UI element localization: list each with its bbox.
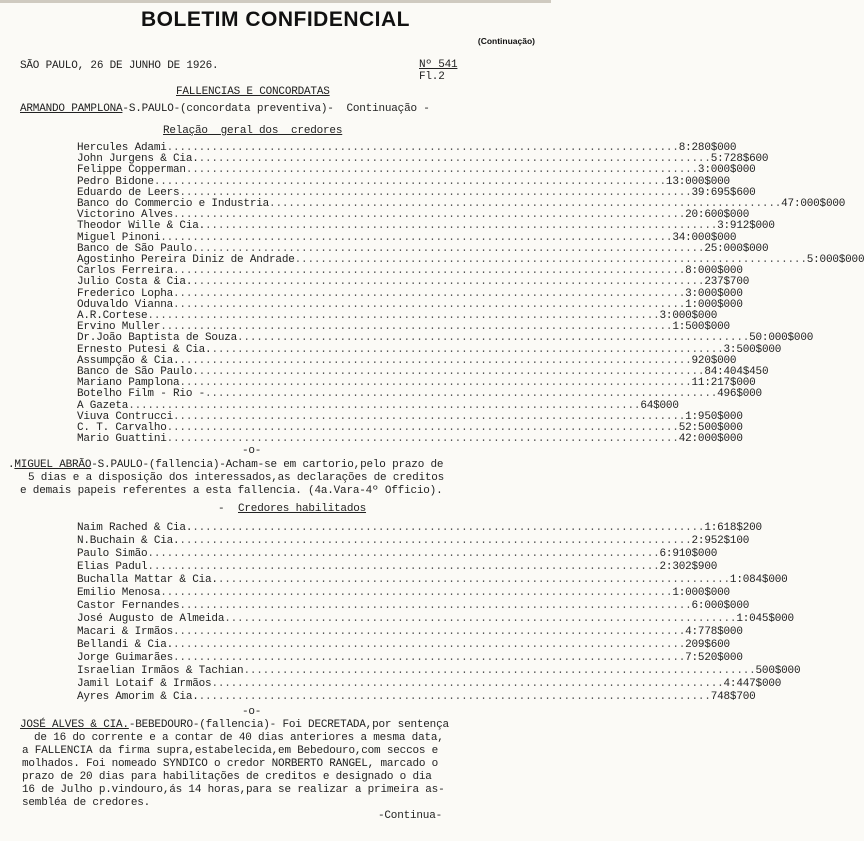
case1-list-title: Relação geral dos credores (163, 125, 343, 137)
creditor-amount: 1:618$200 (704, 522, 762, 534)
leader-dots: ................................................................................ (160, 231, 673, 244)
creditor-name: Viuva Contrucci (77, 410, 174, 423)
case3-line-2: de 16 do corrente e a contar de 40 dias anteriores a mesma data, (34, 732, 444, 744)
case2-line-2: 5 dias e a disposição dos interessados,as declarações de creditos (28, 472, 445, 484)
creditor-name: Macari & Irmãos (77, 626, 174, 638)
creditor-name: Paulo Simão (77, 548, 148, 560)
leader-dots: ................................................................................ (179, 600, 692, 612)
dateline: SÃO PAULO, 26 DE JUNHO DE 1926. (20, 60, 219, 72)
creditor-row (77, 587, 730, 600)
leader-dots: ................................................................................ (166, 422, 679, 434)
creditor-amount: 5:000$000 (806, 254, 864, 266)
leader-dots: ................................................................................ (173, 639, 686, 651)
creditor-amount: 496$000 (717, 388, 762, 401)
creditor-amount: 1:084$000 (729, 574, 788, 586)
creditor-name: Castor Fernandes (77, 600, 180, 612)
case3-company: JOSÉ ALVES & CIA. (20, 719, 129, 731)
creditor-amount: 2:302$900 (659, 561, 718, 573)
creditor-amount: 3:000$000 (697, 164, 756, 177)
creditor-name: Eduardo de Leers (77, 186, 180, 199)
creditor-amount: 4:778$000 (685, 626, 743, 638)
creditor-row (77, 600, 750, 613)
creditor-name: Elias Padul (77, 561, 148, 573)
creditor-name: Banco de São Paulo (77, 366, 193, 378)
creditor-amount: 42:000$000 (678, 433, 743, 446)
leader-dots: ................................................................................ (173, 410, 686, 423)
creditor-row (77, 626, 743, 639)
creditor-name: Felippe Copperman (77, 164, 186, 177)
leader-dots: ................................................................................ (205, 388, 718, 401)
creditor-name: José Augusto de Almeida (77, 613, 225, 625)
leader-dots: ................................................................................ (179, 186, 692, 199)
leader-dots: ................................................................................ (192, 242, 705, 255)
bulletin-number: Nº 541 (419, 59, 458, 71)
creditor-amount: 50:000$000 (749, 332, 814, 345)
creditor-name: Ervino Muller (77, 321, 161, 334)
leader-dots: ................................................................................ (269, 198, 782, 210)
continua-label: -Continua- (378, 810, 443, 822)
creditor-name: Miguel Pinoni (77, 231, 161, 244)
case2-line-3: e demais papeis referentes a esta fallencia. (4a.Vara-4º Officio). (20, 485, 443, 497)
creditor-name: Mario Guattini (77, 433, 167, 446)
creditor-amount: 209$600 (685, 639, 730, 651)
leader-dots: ................................................................................ (173, 652, 686, 664)
creditor-name: Jorge Guimarães (77, 652, 174, 664)
leader-dots: ................................................................................ (185, 164, 698, 177)
creditor-name: Agostinho Pereira Diniz de Andrade (77, 254, 295, 266)
creditor-amount: 11:217$000 (691, 377, 756, 390)
creditor-name: Mariano Pamplona (77, 377, 180, 390)
creditor-row (77, 665, 801, 678)
case2-list-title: Credores habilitados (238, 503, 367, 515)
creditor-name: Dr.João Baptista de Souza (77, 332, 238, 345)
creditor-name: N.Buchain & Cia. (77, 535, 180, 547)
creditor-amount: 3:500$000 (723, 343, 782, 356)
leader-dots: ................................................................................ (198, 691, 711, 703)
creditor-name: Oduvaldo Vianna (77, 298, 174, 311)
creditor-amount: 920$000 (691, 354, 737, 367)
leader-dots: ................................................................................ (237, 332, 750, 345)
leader-dots: ................................................................................ (147, 310, 660, 322)
creditor-name: Bellandi & Cia. (77, 639, 174, 651)
creditor-name: Frederico Lopha (77, 287, 174, 300)
creditor-row (77, 639, 730, 652)
creditor-name: Banco de São Paulo (77, 242, 193, 255)
creditor-name: Botelho Film - Rio - (77, 388, 206, 401)
creditor-row (77, 522, 762, 535)
leader-dots: ................................................................................ (192, 366, 705, 378)
creditor-name: Emilio Menosa (77, 587, 161, 599)
leader-dots: ................................................................................ (211, 678, 724, 690)
leader-dots: ................................................................................ (173, 287, 686, 300)
creditor-name: Victorino Alves (77, 209, 174, 222)
creditor-name: Ernesto Putesi & Cia. (77, 343, 212, 356)
creditor-amount: 6:910$000 (659, 548, 718, 560)
case3-line-5: prazo de 20 dias para habilitações de creditos e designado o dia (22, 771, 432, 783)
leader-dots: ................................................................................ (173, 298, 686, 311)
case1-heading-rest: -S.PAULO-(concordata preventiva)- Continuação - (122, 103, 430, 115)
leader-dots: ................................................................................ (160, 321, 673, 334)
creditor-name: John Jurgens & Cia. (77, 153, 199, 166)
leader-dots: ................................................................................ (211, 343, 724, 356)
creditor-name: Naim Rached & Cia. (77, 522, 193, 534)
leader-dots: ................................................................................ (153, 175, 666, 188)
creditor-amount: 6:000$000 (691, 600, 750, 612)
leader-dots: ................................................................................ (166, 142, 679, 154)
creditor-amount: 1:000$000 (685, 298, 743, 311)
leader-dots: ................................................................................ (224, 613, 737, 625)
creditor-name: Buchalla Mattar & Cia. (77, 574, 218, 586)
case2-separator: -o- (242, 706, 262, 718)
case3-line1-rest: -BEBEDOURO-(fallencia)- Foi DECRETADA,por sentença (128, 719, 449, 731)
creditor-amount: 3:000$000 (685, 287, 743, 300)
creditor-name: Julio Costa & Cia. (77, 276, 193, 289)
leader-dots: ................................................................................ (192, 522, 705, 534)
leader-dots: ................................................................................ (173, 626, 686, 638)
leader-dots: ................................................................................ (192, 276, 705, 289)
creditor-row (77, 535, 750, 548)
creditor-amount: 13:000$000 (665, 175, 730, 188)
creditor-amount: 84:404$450 (704, 366, 769, 378)
creditor-amount: 8:000$000 (685, 265, 743, 278)
creditor-amount: 1:000$000 (672, 587, 730, 599)
creditor-row (77, 652, 743, 665)
leader-dots: ................................................................................ (205, 220, 718, 233)
creditor-amount: 52:500$000 (678, 422, 743, 434)
case1-heading (20, 103, 430, 116)
case3-line-3: a FALLENCIA da firma supra,estabelecida,em Bebedouro,com seccos e (22, 745, 439, 757)
leader-dots: ................................................................................ (160, 587, 673, 599)
creditor-row (77, 433, 743, 446)
creditor-row (77, 613, 794, 626)
creditor-row (77, 691, 756, 704)
creditor-name: Israelian Irmãos & Tachian (77, 665, 244, 677)
creditor-amount: 1:500$000 (672, 321, 730, 334)
case3-line-6: 16 de Julho p.vindouro,ás 14 horas,para se realizar a primeira as- (22, 784, 445, 796)
creditor-amount: 20:600$000 (685, 209, 750, 222)
creditor-amount: 2:952$100 (691, 535, 750, 547)
creditor-amount: 34:000$000 (672, 231, 737, 244)
creditor-name: Carlos Ferreira (77, 265, 174, 278)
creditor-name: Assumpção & Cia. (77, 354, 180, 367)
creditor-name: Jamil Lotaif & Irmãos (77, 678, 212, 690)
creditor-row (77, 574, 788, 587)
leader-dots: ................................................................................ (179, 377, 692, 390)
case2-line-1 (8, 459, 443, 472)
leader-dots: ................................................................................ (173, 209, 686, 222)
creditor-name: A.R.Cortese (77, 310, 148, 322)
leader-dots: ................................................................................ (166, 433, 679, 446)
case3-line-1 (20, 719, 449, 732)
leader-dots: ................................................................................ (147, 548, 660, 560)
creditor-amount: 4:447$000 (723, 678, 782, 690)
creditor-amount: 5:728$600 (710, 153, 769, 166)
page-number: Fl.2 (419, 71, 445, 83)
case1-separator: -o- (242, 445, 262, 457)
case3-line-7: sembléa de credores. (22, 797, 151, 809)
page-top-edge (0, 0, 551, 3)
creditor-name: C. T. Carvalho (77, 422, 167, 434)
case1-company: ARMANDO PAMPLONA (20, 103, 123, 115)
leader-dots: ................................................................................ (179, 535, 692, 547)
leader-dots: ................................................................................ (173, 265, 686, 278)
leader-dots: ................................................................................ (294, 254, 807, 266)
case2-line1-rest: -S.PAULO-(fallencia)-Acham-se em cartorio,pelo prazo de (91, 459, 444, 471)
creditor-name: Hercules Adami (77, 142, 167, 154)
creditor-name: Pedro Bidone (77, 175, 154, 188)
creditor-amount: 3:000$000 (659, 310, 718, 322)
creditor-amount: 3:912$000 (717, 220, 775, 233)
leader-dots: ................................................................................ (128, 399, 641, 412)
creditor-name: A Gazeta (77, 399, 129, 412)
bulletin-title: BOLETIM CONFIDENCIAL (141, 8, 410, 31)
creditor-amount: 39:695$600 (691, 186, 756, 199)
creditor-name: Theodor Wille & Cia. (77, 220, 206, 233)
case2-company: MIGUEL ABRÃO (14, 459, 92, 471)
leader-dots: ................................................................................ (217, 574, 730, 586)
creditor-amount: 8:280$000 (678, 142, 737, 154)
case2-list-title-dash: - (218, 503, 225, 515)
creditor-row (77, 678, 782, 691)
creditor-row (77, 548, 718, 561)
leader-dots: ................................................................................ (243, 665, 756, 677)
leader-dots: ................................................................................ (198, 153, 711, 166)
case3-line-4: molhados. Foi nomeado SYNDICO o credor NORBERTO RANGEL, marcado o (22, 758, 439, 770)
creditor-name: Banco do Commercio e Industria (77, 198, 270, 210)
creditor-amount: 1:045$000 (736, 613, 794, 625)
creditor-amount: 47:000$000 (781, 198, 846, 210)
creditor-amount: 25:000$000 (704, 242, 769, 255)
section-heading: FALLENCIAS E CONCORDATAS (176, 86, 330, 98)
creditor-row (77, 561, 718, 574)
creditor-amount: 64$000 (640, 399, 679, 412)
creditor-amount: 237$700 (704, 276, 750, 289)
leader-dots: ................................................................................ (147, 561, 660, 573)
creditor-amount: 7:520$000 (685, 652, 743, 664)
continuation-label: (Continuação) (477, 36, 535, 46)
creditor-amount: 1:950$000 (685, 410, 743, 423)
case2-dash: . (8, 459, 15, 471)
creditor-amount: 500$000 (755, 665, 801, 677)
creditor-amount: 748$700 (710, 691, 756, 703)
leader-dots: ................................................................................ (179, 354, 692, 367)
creditor-name: Ayres Amorim & Cia. (77, 691, 199, 703)
